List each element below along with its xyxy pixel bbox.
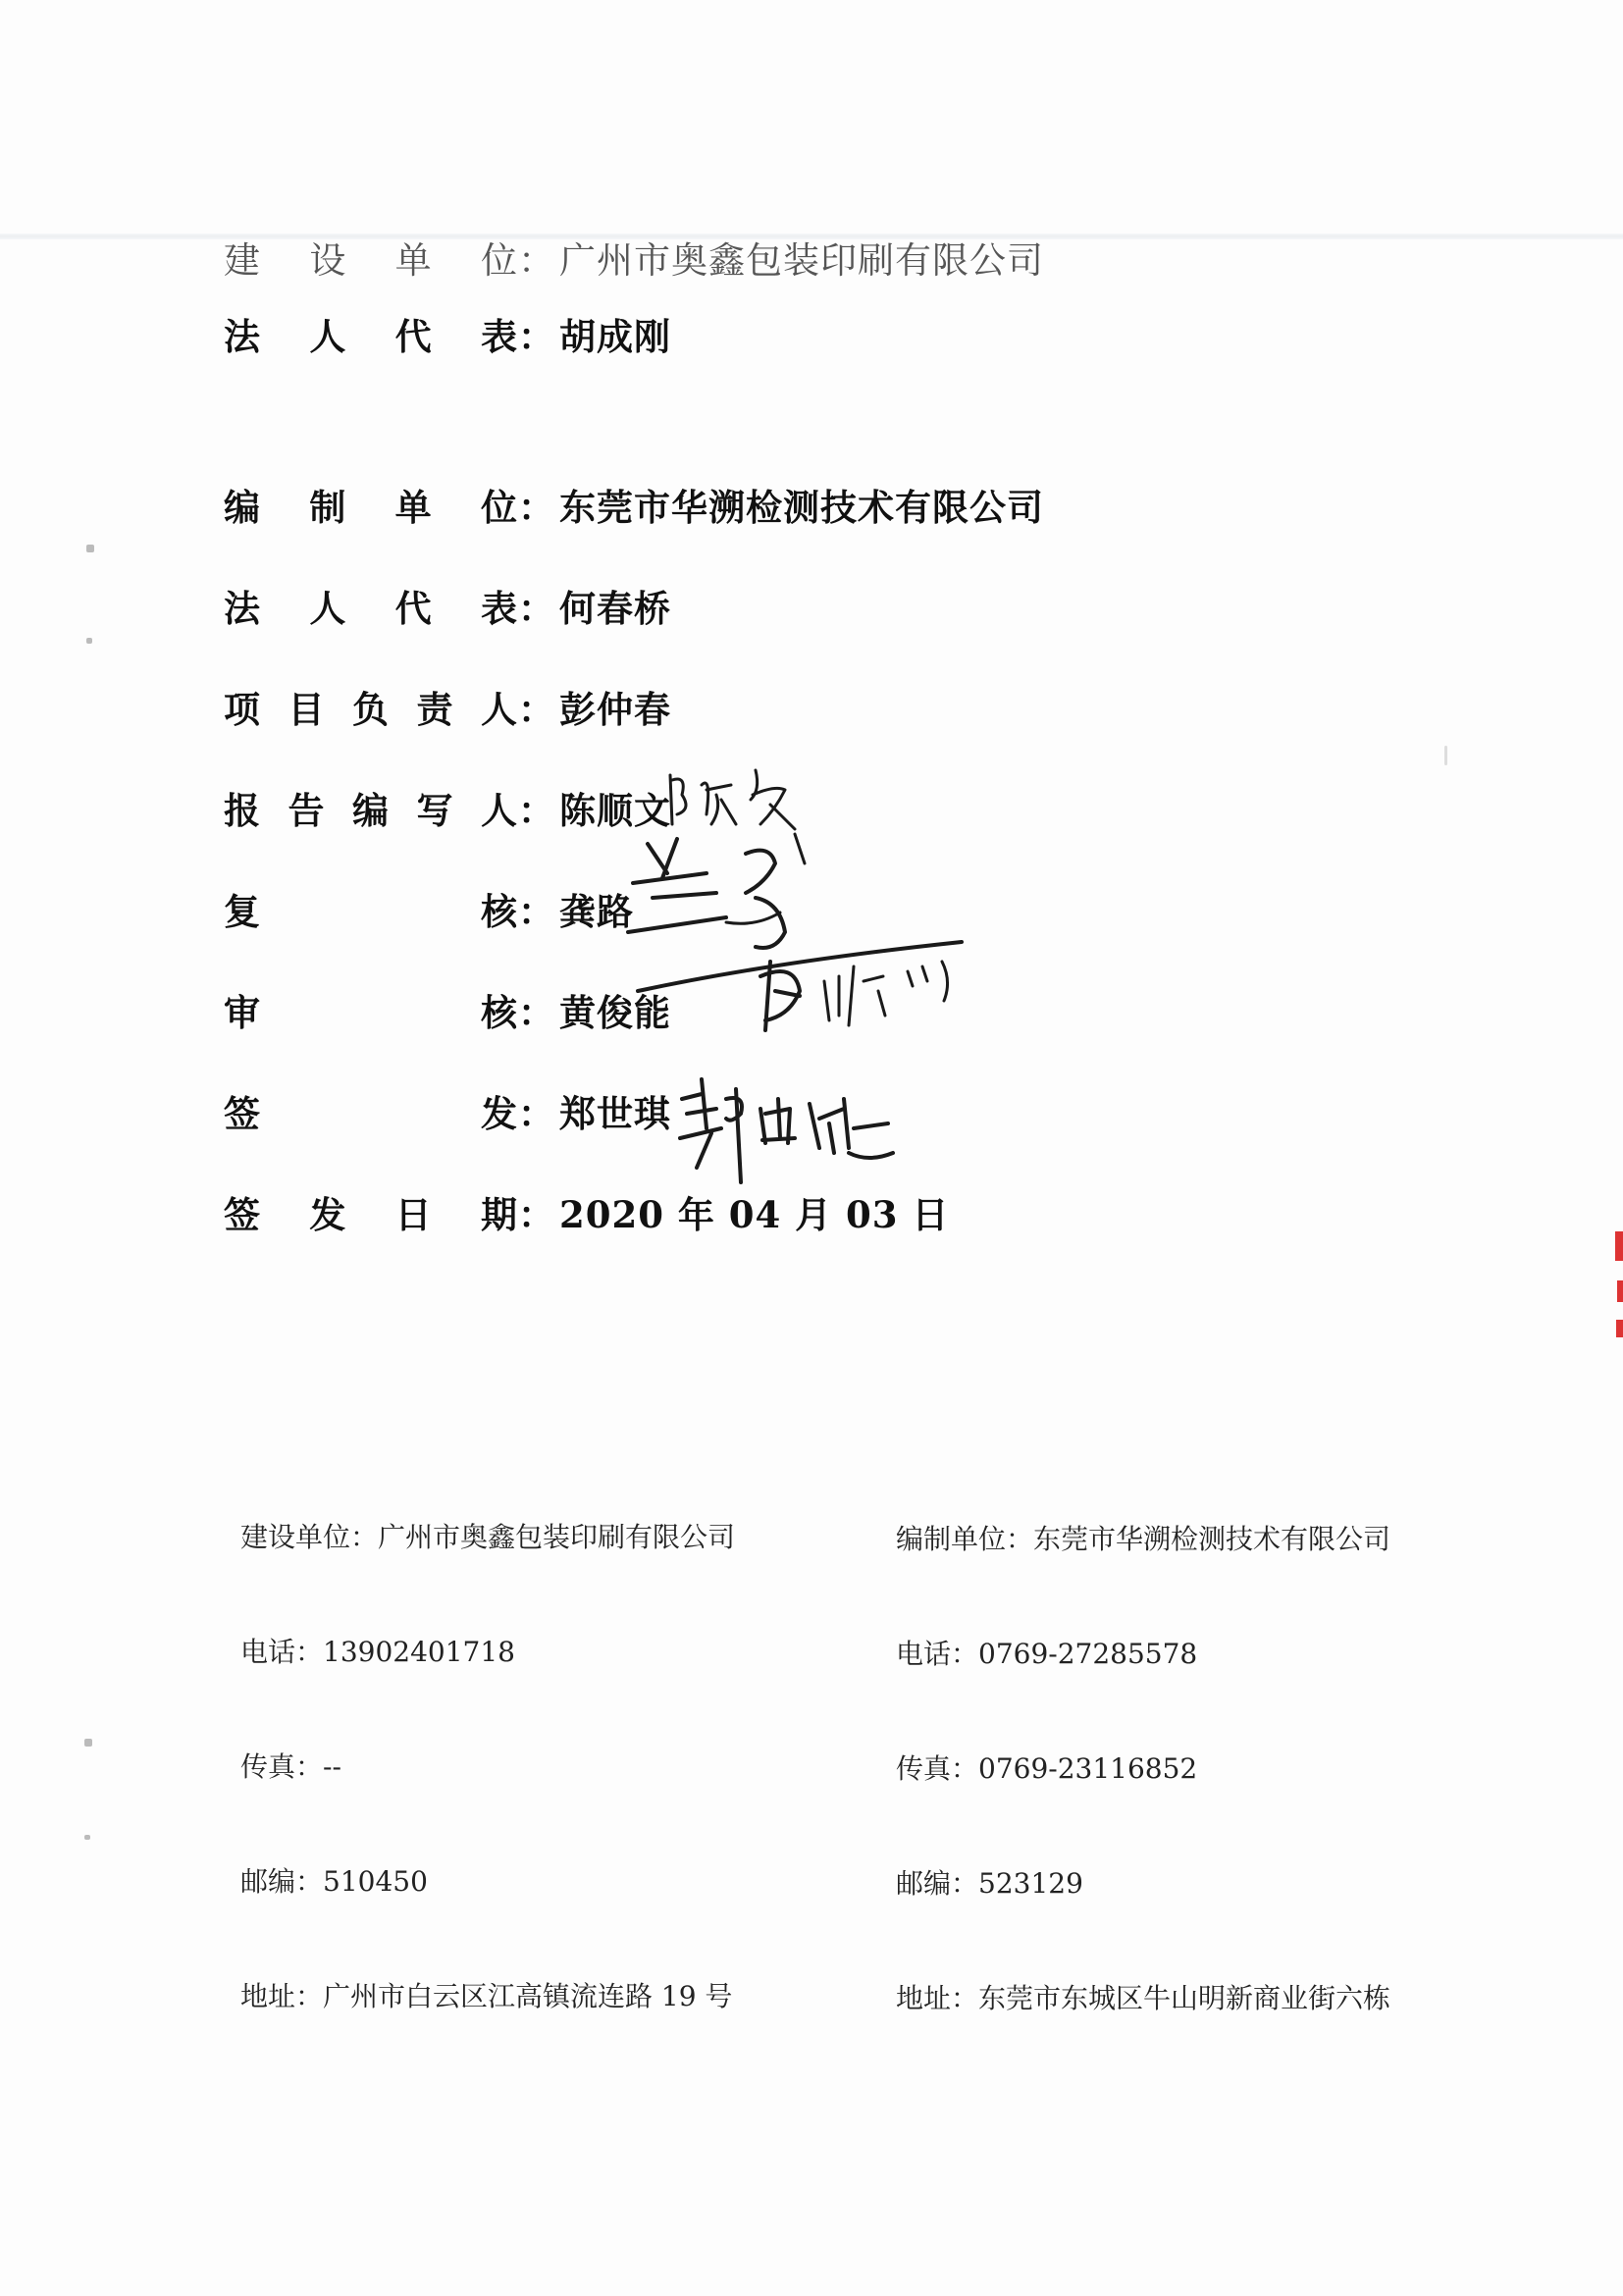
scan-speck — [86, 638, 92, 644]
footer-right-phone: 电话：0769-27285578 — [896, 1638, 1198, 1670]
label-edit-rep: 法 人 代 表 — [224, 587, 518, 630]
scan-speck — [1444, 746, 1447, 765]
label-build-rep: 法 人 代 表 — [224, 315, 518, 358]
value-build-rep: 胡成刚 — [559, 315, 671, 358]
seal-edge-mark — [1617, 1280, 1623, 1302]
label-review: 复 核 — [224, 890, 518, 933]
value-issuer: 郑世琪 — [559, 1092, 671, 1135]
scan-speck — [84, 1739, 92, 1747]
footer-right-fax: 传真：0769-23116852 — [896, 1752, 1198, 1785]
row-build-unit: 建 设 单 位 ： 广州市奥鑫包装印刷有限公司 — [224, 228, 1044, 287]
value-review: 龚路 — [559, 890, 634, 933]
footer-right-unit: 编制单位：东莞市华溯检测技术有限公司 — [896, 1523, 1391, 1555]
row-build-rep: 法 人 代 表 ： 胡成刚 — [224, 304, 671, 363]
row-writer: 报 告 编 写 人 ： 陈顺文 — [224, 778, 671, 837]
value-writer: 陈顺文 — [559, 789, 671, 832]
scan-speck — [86, 545, 94, 552]
value-edit-unit: 东莞市华溯检测技术有限公司 — [559, 486, 1044, 529]
value-project-lead: 彭仲春 — [559, 688, 671, 731]
row-review: 复 核 ： 龚路 — [224, 879, 634, 938]
row-issue-date: 签 发 日 期 ： 2020 年 04 月 03 日 — [224, 1182, 949, 1241]
label-project-lead: 项 目 负 责 人 — [224, 688, 518, 731]
seal-edge-mark — [1616, 1320, 1623, 1337]
label-issue-date: 签 发 日 期 — [224, 1193, 518, 1236]
row-project-lead: 项 目 负 责 人 ： 彭仲春 — [224, 677, 671, 736]
label-issuer: 签 发 — [224, 1092, 518, 1135]
row-issuer: 签 发 ： 郑世琪 — [224, 1081, 671, 1140]
signature-issuer — [672, 1070, 898, 1187]
value-audit: 黄俊能 — [559, 991, 671, 1034]
row-edit-rep: 法 人 代 表 ： 何春桥 — [224, 576, 671, 635]
footer-right-address: 地址：东莞市东城区牛山明新商业街六栋 — [896, 1982, 1391, 2014]
label-writer: 报 告 编 写 人 — [224, 789, 518, 832]
footer-left-unit: 建设单位：广州市奥鑫包装印刷有限公司 — [240, 1521, 736, 1553]
signature-audit — [628, 922, 981, 1040]
value-build-unit: 广州市奥鑫包装印刷有限公司 — [559, 239, 1044, 282]
label-audit: 审 核 — [224, 991, 518, 1034]
scan-speck — [84, 1835, 90, 1840]
footer-left-phone: 电话：13902401718 — [240, 1636, 515, 1668]
row-edit-unit: 编 制 单 位 ： 东莞市华溯检测技术有限公司 — [224, 475, 1044, 534]
footer-left-fax: 传真：-- — [240, 1750, 341, 1783]
label-build-unit: 建 设 单 位 — [224, 239, 518, 282]
value-edit-rep: 何春桥 — [559, 587, 671, 630]
footer-left-postcode: 邮编：510450 — [240, 1865, 428, 1898]
footer-right-postcode: 邮编：523129 — [896, 1867, 1083, 1900]
row-audit: 审 核 ： 黄俊能 — [224, 980, 671, 1039]
value-issue-date: 2020 年 04 月 03 日 — [559, 1193, 950, 1236]
seal-edge-mark — [1615, 1231, 1623, 1261]
label-edit-unit: 编 制 单 位 — [224, 486, 518, 529]
footer-left-address: 地址：广州市白云区江高镇流连路 19 号 — [240, 1980, 733, 2012]
